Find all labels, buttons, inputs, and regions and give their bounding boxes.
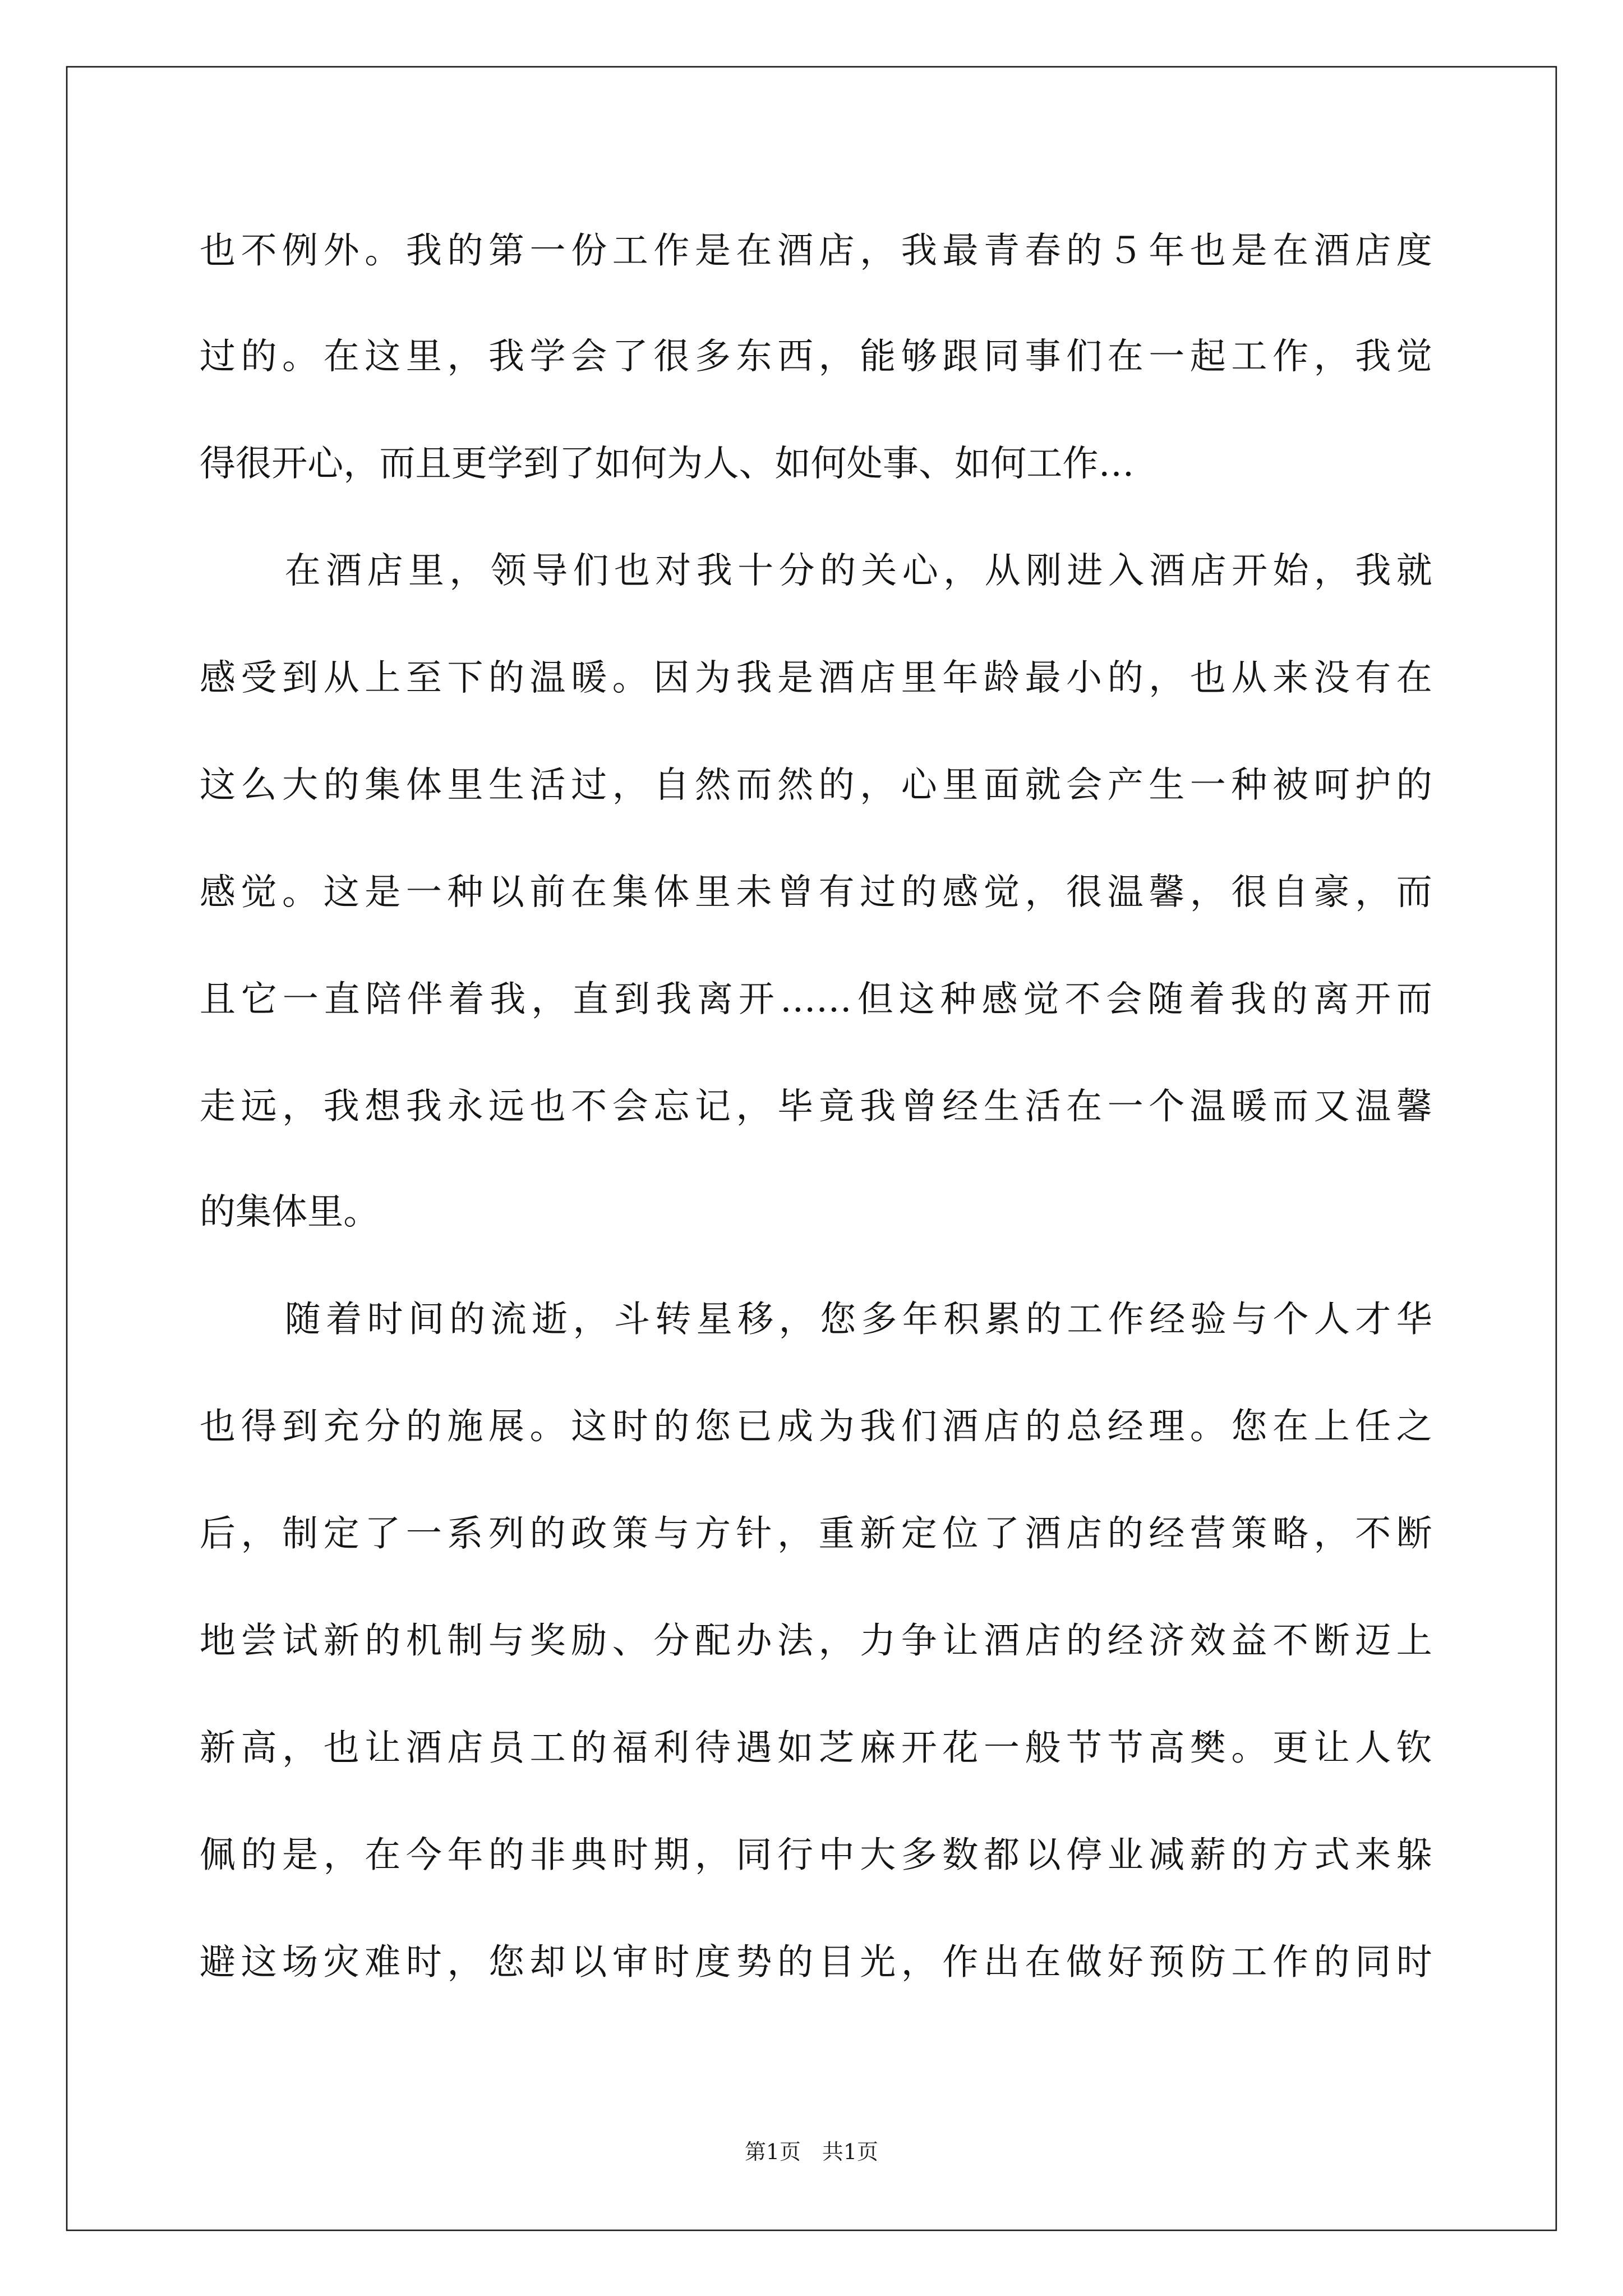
text-line: 的集体里。: [199, 1190, 380, 1233]
text-line: 得很开心，而且更学到了如何为人、如何处事、如何工作…: [199, 441, 1135, 485]
text-line: 且它一直陪伴着我，直到我离开……但这种感觉不会随着我的离开而: [199, 977, 1432, 1020]
page-border: [66, 66, 1557, 2231]
text-line: 感觉。这是一种以前在集体里未曾有过的感觉，很温馨，很自豪，而: [199, 870, 1432, 913]
text-line: 这么大的集体里生活过，自然而然的，心里面就会产生一种被呵护的: [199, 763, 1432, 806]
text-line: 过的。在这里，我学会了很多东西，能够跟同事们在一起工作，我觉: [199, 334, 1432, 378]
text-line: 也不例外。我的第一份工作是在酒店，我最青春的５年也是在酒店度: [199, 229, 1432, 272]
text-line: 新高，也让酒店员工的福利待遇如芝麻开花一般节节高樊。更让人钦: [199, 1726, 1432, 1769]
text-line: 避这场灾难时，您却以审时度势的目光，作出在做好预防工作的同时: [199, 1940, 1432, 1984]
paragraph-first-line: 在酒店里，领导们也对我十分的关心，从刚进入酒店开始，我就: [284, 549, 1432, 592]
text-line: 后，制定了一系列的政策与方针，重新定位了酒店的经营策略，不断: [199, 1512, 1432, 1554]
text-line: 佩的是，在今年的非典时期，同行中大多数都以停业减薪的方式来躲: [199, 1833, 1432, 1876]
text-line: 地尝试新的机制与奖励、分配办法，力争让酒店的经济效益不断迈上: [199, 1619, 1432, 1662]
text-line: 也得到充分的施展。这时的您已成为我们酒店的总经理。您在上任之: [199, 1405, 1432, 1447]
page-number-footer: 第1页 共1页: [744, 2141, 878, 2165]
text-line: 感受到从上至下的温暖。因为我是酒店里年龄最小的，也从来没有在: [199, 656, 1432, 699]
text-line: 走远，我想我永远也不会忘记，毕竟我曾经生活在一个温暖而又温馨: [199, 1084, 1432, 1128]
paragraph-first-line: 随着时间的流逝，斗转星移，您多年积累的工作经验与个人才华: [284, 1297, 1432, 1340]
